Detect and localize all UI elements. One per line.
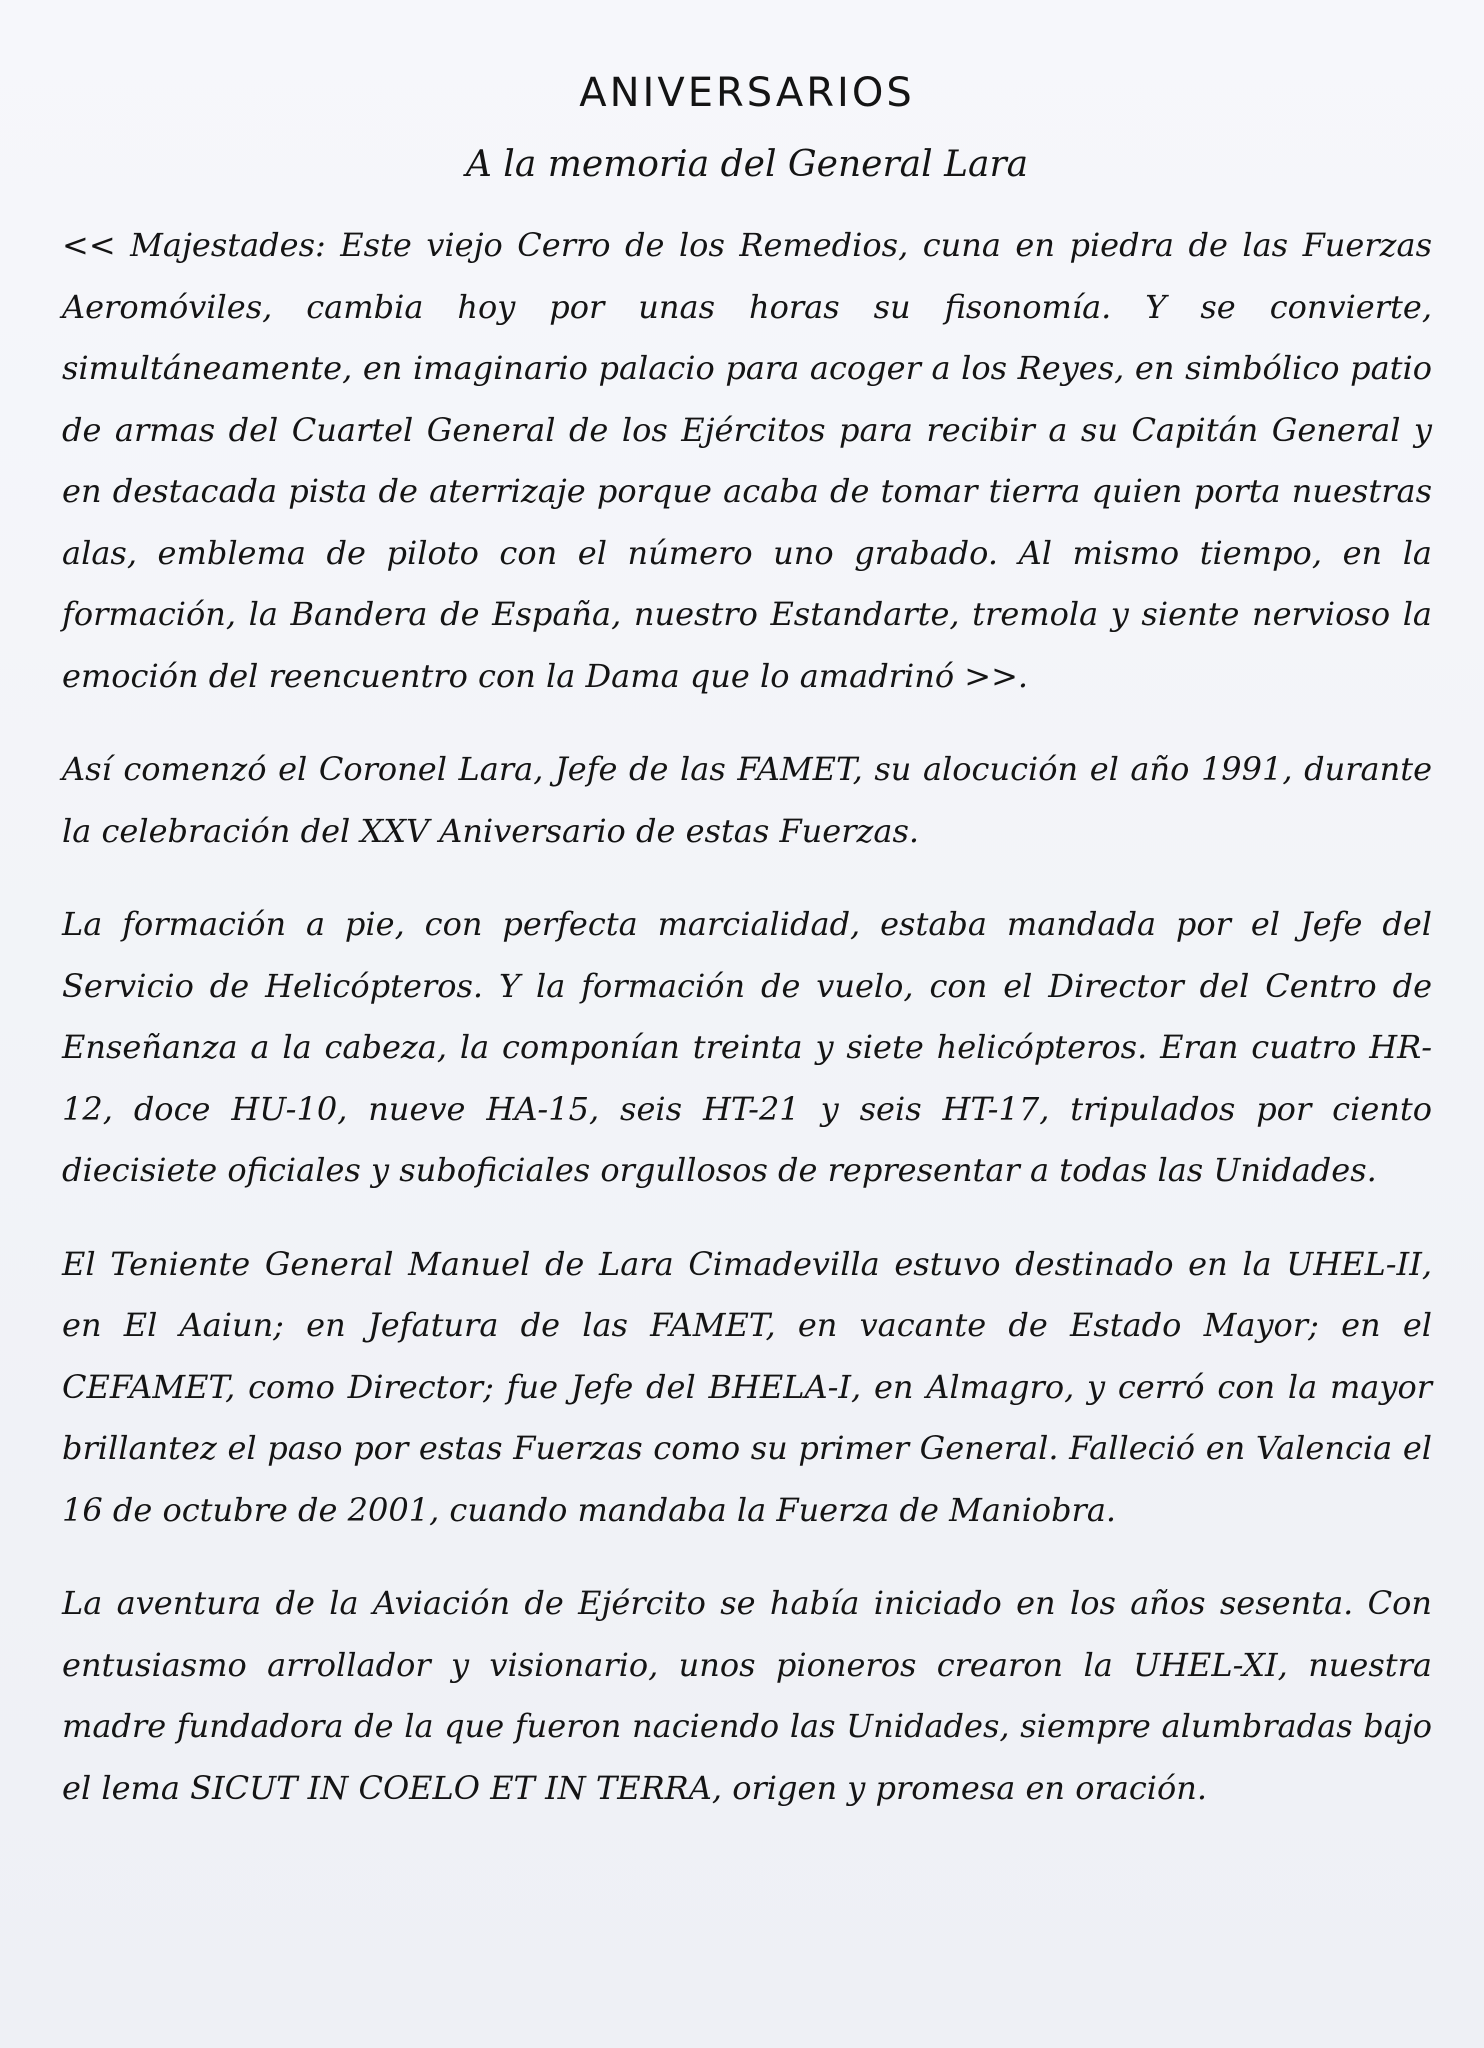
paragraph-biography: El Teniente General Manuel de Lara Cimadevilla estuvo destinado en la UHEL-II, en El Aaiun; en Jefatura de las FAMET, en vacante de Estado Mayor; en el CEFAMET, como Director; fue Jefe del BHELA-I, en Almagro, y cerró con la mayor brillantez el paso por estas Fuerzas como su primer General. Falleció en Valencia el 16 de octubre de 2001, cuando mandaba la Fuerza de Maniobra.: [62, 1244, 1432, 1529]
paragraph-formation: La formación a pie, con perfecta marcialidad, estaba mandada por el Jefe del Servicio de Helicópteros. Y la formación de vuelo, con el Director del Centro de Enseñanza a la cabeza, la componían treinta y siete helicópteros. Eran cuatro HR-12, doce HU-10, nueve HA-15, seis HT-21 y seis HT-17, tripulados por ciento diecisiete oficiales y suboficiales orgullosos de representar a todas las Unidades.: [62, 905, 1432, 1189]
paragraph-history: La aventura de la Aviación de Ejército se había iniciado en los años sesenta. Con entusiasmo arrollador y visionario, unos pioneros crearon la UHEL-XI, nuestra madre fundadora de la que fueron naciendo las Unidades, siempre alumbradas bajo el lema SICUT IN COELO ET IN TERRA, origen y promesa en oración.: [62, 1584, 1432, 1807]
paragraph-speech-context: Así comenzó el Coronel Lara, Jefe de las FAMET, su alocución el año 1991, durante la celebración del XXV Aniversario de estas Fuerzas.: [62, 750, 1432, 850]
document-title: ANIVERSARIOS: [579, 70, 915, 116]
paragraph-speech-quote: << Majestades: Este viejo Cerro de los Remedios, cuna en piedra de las Fuerzas Aeromóviles, cambia hoy por unas horas su fisonomía. Y se convierte, simultáneamente, en imaginario palacio para acoger a los Reyes, en simbólico patio de armas del Cuartel General de los Ejércitos para recibir a su Capitán General y en destacada pista de aterrizaje porque acaba de tomar tierra quien porta nuestras alas, emblema de piloto con el número uno grabado. Al mismo tiempo, en la formación, la Bandera de España, nuestro Estandarte, tremola y siente nervioso la emoción del reencuentro con la Dama que lo amadrinó >>.: [62, 226, 1432, 695]
document-subtitle: A la memoria del General Lara: [465, 144, 1029, 185]
handwritten-page: [62, 70, 1432, 1819]
